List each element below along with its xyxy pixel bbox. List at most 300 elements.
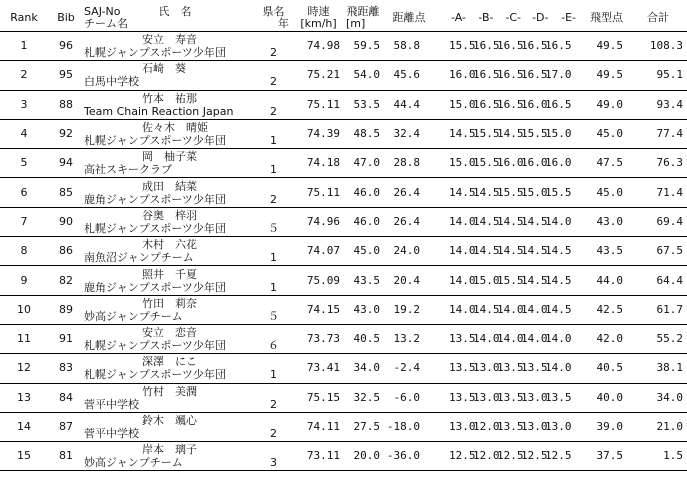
judge-d-score: 15.0 <box>521 185 548 199</box>
total-cell: 95.1 <box>629 61 687 90</box>
grade-value: ６ <box>268 339 279 353</box>
header-judge-a: -A- <box>451 11 466 24</box>
header-judge-d: -D- <box>532 11 549 24</box>
total-cell: 108.3 <box>629 32 687 61</box>
athlete-cell <box>84 412 252 441</box>
team-name: Team Chain Reaction Japan <box>84 104 234 118</box>
team-name: 妙高ジャンプチーム <box>84 456 183 470</box>
bib-cell: 92 <box>48 119 84 148</box>
table-row <box>0 61 687 90</box>
total-cell: 76.3 <box>629 149 687 178</box>
judge-b-score: 14.5 <box>473 244 500 258</box>
judge-b-score: 12.0 <box>473 420 500 433</box>
judge-d-score: 14.0 <box>521 302 548 316</box>
table-row <box>0 32 687 61</box>
judge-e-score: 16.0 <box>545 156 572 170</box>
style-points-cell: 49.5 <box>584 61 629 90</box>
style-points-cell: 47.5 <box>584 149 629 178</box>
speed-cell: 74.15 <box>295 295 342 324</box>
athlete-cell <box>84 119 252 148</box>
rank-cell: 4 <box>0 119 48 148</box>
header-speed: 時速 [km/h] <box>295 5 342 32</box>
judge-d-score: 15.5 <box>521 127 548 141</box>
judge-c-score: 14.5 <box>497 214 524 228</box>
grade-value: 2 <box>270 397 277 411</box>
style-points-cell: 37.5 <box>584 442 629 471</box>
judge-e-score: 13.5 <box>545 390 572 404</box>
judge-c-score: 14.5 <box>497 127 524 141</box>
distance-points-cell: -18.0 <box>384 412 434 441</box>
bib-cell: 86 <box>48 237 84 266</box>
grade-value: 1 <box>270 280 277 294</box>
grade-cell <box>252 32 295 61</box>
judge-c-score: 15.5 <box>497 273 524 287</box>
team-name: 菅平中学校 <box>84 427 139 440</box>
judge-a-score: 14.5 <box>449 127 476 141</box>
style-points-cell: 45.0 <box>584 178 629 207</box>
judge-d-score: 14.5 <box>521 273 548 287</box>
bib-cell: 94 <box>48 149 84 178</box>
header-team: チーム名 <box>84 17 128 30</box>
header-pref: 県名 <box>262 5 285 18</box>
distance-cell: 34.0 <box>342 354 384 383</box>
grade-cell <box>252 178 295 207</box>
header-grade: 年 <box>278 17 289 30</box>
distance-points-cell: 32.4 <box>384 119 434 148</box>
distance-cell: 27.5 <box>342 412 384 441</box>
table-row <box>0 354 687 383</box>
judge-e-score: 17.0 <box>545 68 572 82</box>
judge-b-score: 13.0 <box>473 390 500 404</box>
judge-a-score: 15.0 <box>449 97 476 111</box>
header-style-points: 飛型点 <box>584 5 629 32</box>
distance-points-cell: 20.4 <box>384 266 434 295</box>
rank-cell: 12 <box>0 354 48 383</box>
table-row <box>0 207 687 236</box>
judge-d-score: 12.5 <box>521 449 548 463</box>
judge-c-score: 16.0 <box>497 156 524 170</box>
judges-cell <box>434 61 584 90</box>
judge-b-score: 15.5 <box>473 156 500 170</box>
athlete-cell <box>84 442 252 471</box>
athlete-name: 岡 柚子菜 <box>142 150 197 164</box>
athlete-cell <box>84 354 252 383</box>
distance-points-cell: 44.4 <box>384 90 434 119</box>
athlete-name: 竹本 祐那 <box>142 91 197 105</box>
rank-cell: 11 <box>0 324 48 353</box>
bib-cell: 89 <box>48 295 84 324</box>
grade-value: 2 <box>270 192 277 206</box>
header-bib: Bib <box>48 5 84 32</box>
athlete-name: 鈴木 颯心 <box>142 414 197 427</box>
style-points-cell: 42.0 <box>584 324 629 353</box>
distance-cell: 48.5 <box>342 119 384 148</box>
athlete-name: 深澤 にこ <box>142 355 197 369</box>
athlete-name: 竹村 美潤 <box>142 384 197 398</box>
team-name: 白馬中学校 <box>84 75 139 89</box>
grade-value: ５ <box>268 221 279 235</box>
athlete-cell <box>84 149 252 178</box>
judge-e-score: 12.5 <box>545 449 572 463</box>
judge-b-score: 16.5 <box>473 68 500 82</box>
bib-cell: 88 <box>48 90 84 119</box>
judges-cell <box>434 442 584 471</box>
judge-b-score: 14.0 <box>473 332 500 346</box>
team-name: 札幌ジャンプスポーツ少年団 <box>84 339 226 353</box>
bib-cell: 96 <box>48 32 84 61</box>
speed-cell: 74.39 <box>295 119 342 148</box>
grade-cell <box>252 354 295 383</box>
grade-cell <box>252 149 295 178</box>
style-points-cell: 49.0 <box>584 90 629 119</box>
judge-a-score: 14.0 <box>449 273 476 287</box>
judge-c-score: 13.5 <box>497 390 524 404</box>
judges-cell <box>434 149 584 178</box>
header-distance-points: 距離点 <box>384 5 434 32</box>
judge-c-score: 14.5 <box>497 244 524 258</box>
distance-cell: 45.0 <box>342 237 384 266</box>
distance-points-cell: 13.2 <box>384 324 434 353</box>
judge-d-score: 16.5 <box>521 39 548 53</box>
team-name: 鹿角ジャンプスポーツ少年団 <box>84 280 226 294</box>
judge-c-score: 13.5 <box>497 420 524 433</box>
distance-points-cell: 19.2 <box>384 295 434 324</box>
judge-c-score: 16.5 <box>497 68 524 82</box>
judge-d-score: 16.5 <box>521 68 548 82</box>
athlete-cell <box>84 237 252 266</box>
athlete-name: 竹田 莉奈 <box>142 296 197 310</box>
header-judge-e: -E- <box>561 11 576 24</box>
athlete-cell <box>84 61 252 90</box>
team-name: 菅平中学校 <box>84 397 139 411</box>
judge-b-score: 14.5 <box>473 214 500 228</box>
style-points-cell: 43.0 <box>584 207 629 236</box>
grade-value: 3 <box>270 456 277 470</box>
athlete-name: 安立 寿音 <box>142 33 197 47</box>
table-row <box>0 383 687 412</box>
table-row <box>0 412 687 441</box>
judge-c-score: 14.0 <box>497 332 524 346</box>
header-distance: 飛距離 [m] <box>342 5 384 32</box>
distance-cell: 46.0 <box>342 178 384 207</box>
speed-cell: 75.11 <box>295 90 342 119</box>
judge-d-score: 13.0 <box>521 420 548 433</box>
distance-cell: 43.0 <box>342 295 384 324</box>
team-name: 札幌ジャンプスポーツ少年団 <box>84 46 226 60</box>
judge-e-score: 13.0 <box>545 420 572 433</box>
grade-cell <box>252 324 295 353</box>
speed-cell: 74.98 <box>295 32 342 61</box>
speed-cell: 75.21 <box>295 61 342 90</box>
athlete-cell <box>84 383 252 412</box>
header-total: 合計 <box>629 5 687 32</box>
judge-a-score: 13.5 <box>449 361 476 375</box>
distance-points-cell: 58.8 <box>384 32 434 61</box>
bib-cell: 90 <box>48 207 84 236</box>
judges-cell <box>434 354 584 383</box>
team-name: 妙高ジャンプチーム <box>84 309 183 323</box>
athlete-name: 岸本 璃子 <box>142 443 197 457</box>
judge-e-score: 16.5 <box>545 97 572 111</box>
judge-b-score: 12.0 <box>473 449 500 463</box>
judge-c-score: 13.5 <box>497 361 524 375</box>
grade-value: 1 <box>270 251 277 265</box>
distance-points-cell: 26.4 <box>384 178 434 207</box>
table-row <box>0 178 687 207</box>
judges-cell <box>434 90 584 119</box>
total-cell: 61.7 <box>629 295 687 324</box>
judge-d-score: 13.0 <box>521 390 548 404</box>
judge-b-score: 13.0 <box>473 361 500 375</box>
athlete-cell <box>84 90 252 119</box>
style-points-cell: 49.5 <box>584 32 629 61</box>
judges-cell <box>434 178 584 207</box>
style-points-cell: 45.0 <box>584 119 629 148</box>
header-judge-b: -B- <box>478 11 494 24</box>
judge-b-score: 14.5 <box>473 302 500 316</box>
bib-cell: 95 <box>48 61 84 90</box>
grade-cell <box>252 383 295 412</box>
athlete-cell <box>84 324 252 353</box>
judge-c-score: 15.5 <box>497 185 524 199</box>
judge-e-score: 14.0 <box>545 361 572 375</box>
athlete-name: 谷奥 梓羽 <box>142 208 197 222</box>
grade-cell <box>252 207 295 236</box>
speed-cell: 73.41 <box>295 354 342 383</box>
rank-cell: 15 <box>0 442 48 471</box>
rank-cell: 1 <box>0 32 48 61</box>
judge-d-score: 13.5 <box>521 361 548 375</box>
speed-cell: 75.11 <box>295 178 342 207</box>
total-cell: 69.4 <box>629 207 687 236</box>
speed-cell: 74.11 <box>295 412 342 441</box>
judge-b-score: 16.5 <box>473 97 500 111</box>
athlete-name: 佐々木 晴姫 <box>142 121 208 135</box>
judges-cell <box>434 412 584 441</box>
judge-d-score: 14.0 <box>521 332 548 346</box>
judge-e-score: 15.5 <box>545 185 572 199</box>
bib-cell: 87 <box>48 412 84 441</box>
header-judges <box>434 5 584 32</box>
distance-points-cell: -2.4 <box>384 354 434 383</box>
judge-a-score: 14.5 <box>449 185 476 199</box>
judge-d-score: 14.5 <box>521 214 548 228</box>
athlete-name: 照井 千夏 <box>142 267 197 281</box>
grade-value: 1 <box>270 368 277 382</box>
distance-cell: 46.0 <box>342 207 384 236</box>
distance-points-cell: -36.0 <box>384 442 434 471</box>
judges-cell <box>434 266 584 295</box>
judge-b-score: 16.5 <box>473 39 500 53</box>
judge-a-score: 14.0 <box>449 302 476 316</box>
rank-cell: 3 <box>0 90 48 119</box>
total-cell: 71.4 <box>629 178 687 207</box>
style-points-cell: 43.5 <box>584 237 629 266</box>
table-row <box>0 90 687 119</box>
judges-cell <box>434 32 584 61</box>
judge-e-score: 15.0 <box>545 127 572 141</box>
distance-points-cell: -6.0 <box>384 383 434 412</box>
team-name: 鹿角ジャンプスポーツ少年団 <box>84 192 226 206</box>
team-name: 札幌ジャンプスポーツ少年団 <box>84 221 226 235</box>
header-name-team <box>84 5 252 32</box>
grade-cell <box>252 237 295 266</box>
judge-e-score: 14.0 <box>545 214 572 228</box>
distance-cell: 20.0 <box>342 442 384 471</box>
rank-cell: 13 <box>0 383 48 412</box>
table-row <box>0 442 687 471</box>
grade-cell <box>252 412 295 441</box>
athlete-cell <box>84 207 252 236</box>
judges-cell <box>434 237 584 266</box>
header-sajno: SAJ-No <box>84 5 121 18</box>
total-cell: 77.4 <box>629 119 687 148</box>
grade-value: 2 <box>270 46 277 60</box>
grade-cell <box>252 90 295 119</box>
judge-a-score: 13.5 <box>449 332 476 346</box>
distance-cell: 59.5 <box>342 32 384 61</box>
judge-a-score: 14.0 <box>449 244 476 258</box>
athlete-cell <box>84 295 252 324</box>
total-cell: 67.5 <box>629 237 687 266</box>
header-pref-grade <box>252 5 295 32</box>
distance-cell: 53.5 <box>342 90 384 119</box>
grade-value: 1 <box>270 134 277 148</box>
athlete-name: 安立 恋音 <box>142 326 197 340</box>
table-row <box>0 266 687 295</box>
grade-cell <box>252 295 295 324</box>
table-row <box>0 324 687 353</box>
athlete-name: 石崎 葵 <box>142 62 186 76</box>
grade-cell <box>252 61 295 90</box>
grade-value: ５ <box>268 309 279 323</box>
team-name: 札幌ジャンプスポーツ少年団 <box>84 134 226 148</box>
judge-c-score: 16.5 <box>497 39 524 53</box>
judges-cell <box>434 295 584 324</box>
rank-cell: 8 <box>0 237 48 266</box>
judge-d-score: 16.0 <box>521 97 548 111</box>
athlete-name: 成田 結菜 <box>142 179 197 193</box>
style-points-cell: 40.0 <box>584 383 629 412</box>
bib-cell: 85 <box>48 178 84 207</box>
grade-value: 2 <box>270 75 277 89</box>
judges-cell <box>434 383 584 412</box>
bib-cell: 82 <box>48 266 84 295</box>
results-table <box>0 5 687 471</box>
athlete-cell <box>84 178 252 207</box>
rank-cell: 2 <box>0 61 48 90</box>
table-header <box>0 5 687 32</box>
grade-cell <box>252 442 295 471</box>
team-name: 高社スキークラブ <box>84 163 172 177</box>
distance-cell: 47.0 <box>342 149 384 178</box>
grade-value: 1 <box>270 163 277 177</box>
judge-b-score: 15.5 <box>473 127 500 141</box>
rank-cell: 6 <box>0 178 48 207</box>
rank-cell: 14 <box>0 412 48 441</box>
speed-cell: 74.07 <box>295 237 342 266</box>
judge-d-score: 14.5 <box>521 244 548 258</box>
table-row <box>0 119 687 148</box>
table-row <box>0 237 687 266</box>
judge-a-score: 15.0 <box>449 156 476 170</box>
bib-cell: 83 <box>48 354 84 383</box>
total-cell: 93.4 <box>629 90 687 119</box>
speed-cell: 75.15 <box>295 383 342 412</box>
distance-cell: 43.5 <box>342 266 384 295</box>
distance-points-cell: 24.0 <box>384 237 434 266</box>
rank-cell: 9 <box>0 266 48 295</box>
judge-a-score: 14.0 <box>449 214 476 228</box>
bib-cell: 91 <box>48 324 84 353</box>
distance-points-cell: 45.6 <box>384 61 434 90</box>
total-cell: 64.4 <box>629 266 687 295</box>
distance-points-cell: 28.8 <box>384 149 434 178</box>
rank-cell: 5 <box>0 149 48 178</box>
athlete-cell <box>84 266 252 295</box>
judges-cell <box>434 207 584 236</box>
speed-cell: 75.09 <box>295 266 342 295</box>
judge-a-score: 16.0 <box>449 68 476 82</box>
judge-e-score: 14.5 <box>545 302 572 316</box>
team-name: 札幌ジャンプスポーツ少年団 <box>84 368 226 382</box>
judge-e-score: 14.5 <box>545 273 572 287</box>
athlete-name: 木村 六花 <box>142 238 197 252</box>
rank-cell: 10 <box>0 295 48 324</box>
judge-c-score: 14.0 <box>497 302 524 316</box>
style-points-cell: 44.0 <box>584 266 629 295</box>
style-points-cell: 39.0 <box>584 412 629 441</box>
distance-cell: 40.5 <box>342 324 384 353</box>
bib-cell: 84 <box>48 383 84 412</box>
judge-c-score: 12.5 <box>497 449 524 463</box>
judge-a-score: 13.0 <box>449 420 476 433</box>
table-row <box>0 295 687 324</box>
judge-e-score: 14.5 <box>545 244 572 258</box>
judge-a-score: 13.5 <box>449 390 476 404</box>
judges-cell <box>434 119 584 148</box>
total-cell: 1.5 <box>629 442 687 471</box>
judge-a-score: 12.5 <box>449 449 476 463</box>
judge-d-score: 16.0 <box>521 156 548 170</box>
judges-cell <box>434 324 584 353</box>
judge-e-score: 16.5 <box>545 39 572 53</box>
table-body <box>0 32 687 471</box>
judge-a-score: 15.5 <box>449 39 476 53</box>
distance-points-cell: 26.4 <box>384 207 434 236</box>
distance-cell: 54.0 <box>342 61 384 90</box>
style-points-cell: 42.5 <box>584 295 629 324</box>
team-name: 南魚沼ジャンプチーム <box>84 251 194 265</box>
grade-cell <box>252 119 295 148</box>
style-points-cell: 40.5 <box>584 354 629 383</box>
header-judge-c: -C- <box>505 11 521 24</box>
judge-b-score: 15.0 <box>473 273 500 287</box>
grade-cell <box>252 266 295 295</box>
total-cell: 38.1 <box>629 354 687 383</box>
total-cell: 34.0 <box>629 383 687 412</box>
header-name: 氏 名 <box>158 5 192 18</box>
judge-b-score: 14.5 <box>473 185 500 199</box>
judge-e-score: 14.0 <box>545 332 572 346</box>
speed-cell: 74.18 <box>295 149 342 178</box>
grade-value: 2 <box>270 104 277 118</box>
grade-value: 2 <box>270 427 277 440</box>
table-row <box>0 149 687 178</box>
judge-c-score: 16.5 <box>497 97 524 111</box>
total-cell: 21.0 <box>629 412 687 441</box>
total-cell: 55.2 <box>629 324 687 353</box>
